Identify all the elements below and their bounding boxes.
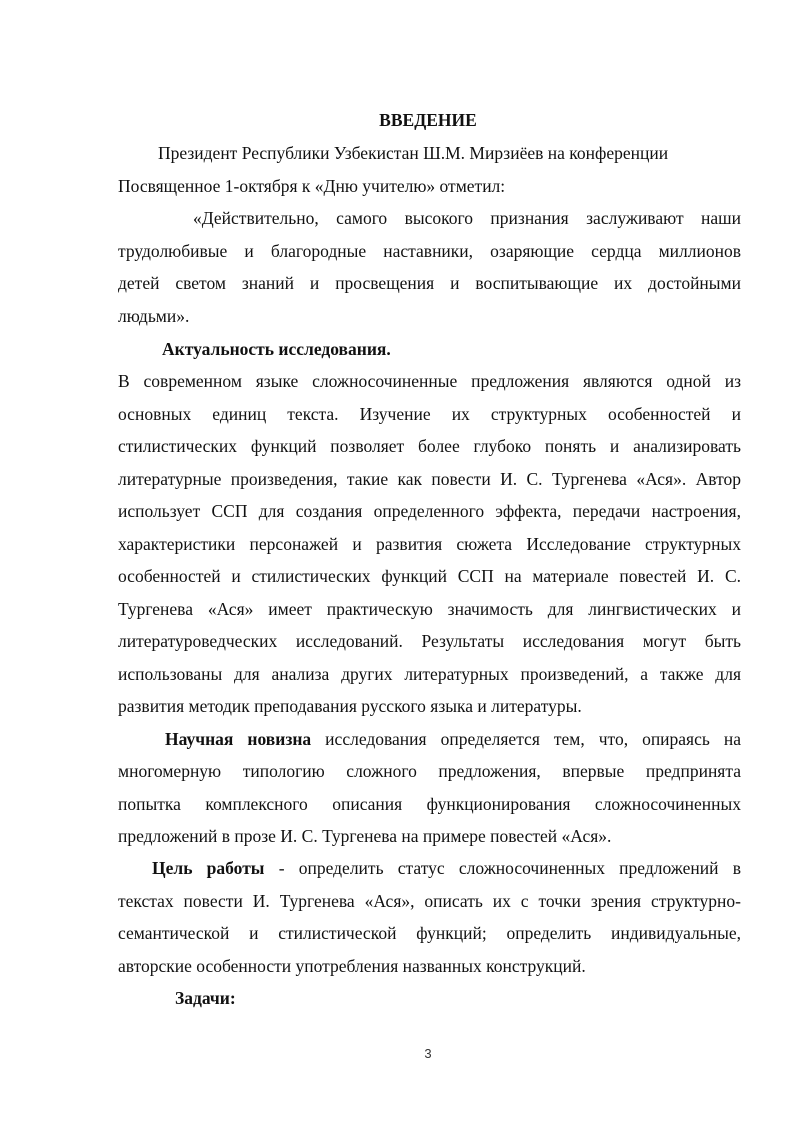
goal-line-1 bbox=[152, 858, 741, 878]
goal-heading: Цель работы bbox=[152, 858, 265, 878]
novelty-line-4: предложений в прозе И. С. Тургенева на примере повестей «Ася». bbox=[118, 826, 612, 846]
goal-line-4: авторские особенности употребления названных конструкций. bbox=[118, 956, 586, 976]
relevance-line: особенностей и стилистических функций ССП на материале повестей И. С. bbox=[118, 566, 741, 586]
novelty-line-1-text: исследования определяется тем, что, опираясь на bbox=[311, 729, 741, 749]
tasks-heading: Задачи: bbox=[175, 988, 236, 1008]
quote-line-3: детей светом знаний и просвещения и воспитывающие их достойными bbox=[118, 273, 741, 293]
relevance-line: Тургенева «Ася» имеет практическую значимость для лингвистических и bbox=[118, 599, 741, 619]
intro-line-2: Посвященное 1-октября к «Дню учителю» отметил: bbox=[118, 176, 506, 196]
goal-line-3: семантической и стилистической функций; определить индивидуальные, bbox=[118, 923, 741, 943]
page-title: ВВЕДЕНИЕ bbox=[379, 110, 477, 130]
novelty-line-3: попытка комплексного описания функционирования сложносочиненных bbox=[118, 794, 741, 814]
relevance-line: стилистических функций позволяет более глубоко понять и анализировать bbox=[118, 436, 741, 456]
relevance-line: основных единиц текста. Изучение их структурных особенностей и bbox=[118, 404, 741, 424]
goal-line-2: текстах повести И. Тургенева «Ася», описать их с точки зрения структурно- bbox=[118, 891, 741, 911]
relevance-line: использованы для анализа других литературных произведений, а также для bbox=[118, 664, 741, 684]
novelty-line-2: многомерную типологию сложного предложения, впервые предпринята bbox=[118, 761, 741, 781]
relevance-line: В современном языке сложносочиненные предложения являются одной из bbox=[118, 371, 741, 391]
novelty-heading: Научная новизна bbox=[165, 729, 312, 749]
quote-line-2: трудолюбивые и благородные наставники, озаряющие сердца миллионов bbox=[118, 241, 741, 261]
relevance-line: использует ССП для создания определенного эффекта, передачи настроения, bbox=[118, 501, 741, 521]
intro-line-1: Президент Республики Узбекистан Ш.М. Мирзиёев на конференции bbox=[158, 143, 669, 163]
page-number: 3 bbox=[424, 1046, 432, 1061]
relevance-line: литературные произведения, такие как повести И. С. Тургенева «Ася». Автор bbox=[118, 469, 741, 489]
relevance-heading: Актуальность исследования. bbox=[162, 339, 391, 359]
relevance-line: литературоведческих исследований. Результаты исследования могут быть bbox=[118, 631, 741, 651]
novelty-line-1 bbox=[165, 729, 741, 749]
relevance-line: развития методик преподавания русского языка и литературы. bbox=[118, 696, 582, 716]
relevance-line: характеристики персонажей и развития сюжета Исследование структурных bbox=[118, 534, 741, 554]
quote-line-4: людьми». bbox=[118, 306, 190, 326]
goal-line-1-text: - определить статус сложносочиненных предложений в bbox=[264, 858, 742, 878]
quote-line-1: «Действительно, самого высокого признания заслуживают наши bbox=[193, 208, 741, 228]
